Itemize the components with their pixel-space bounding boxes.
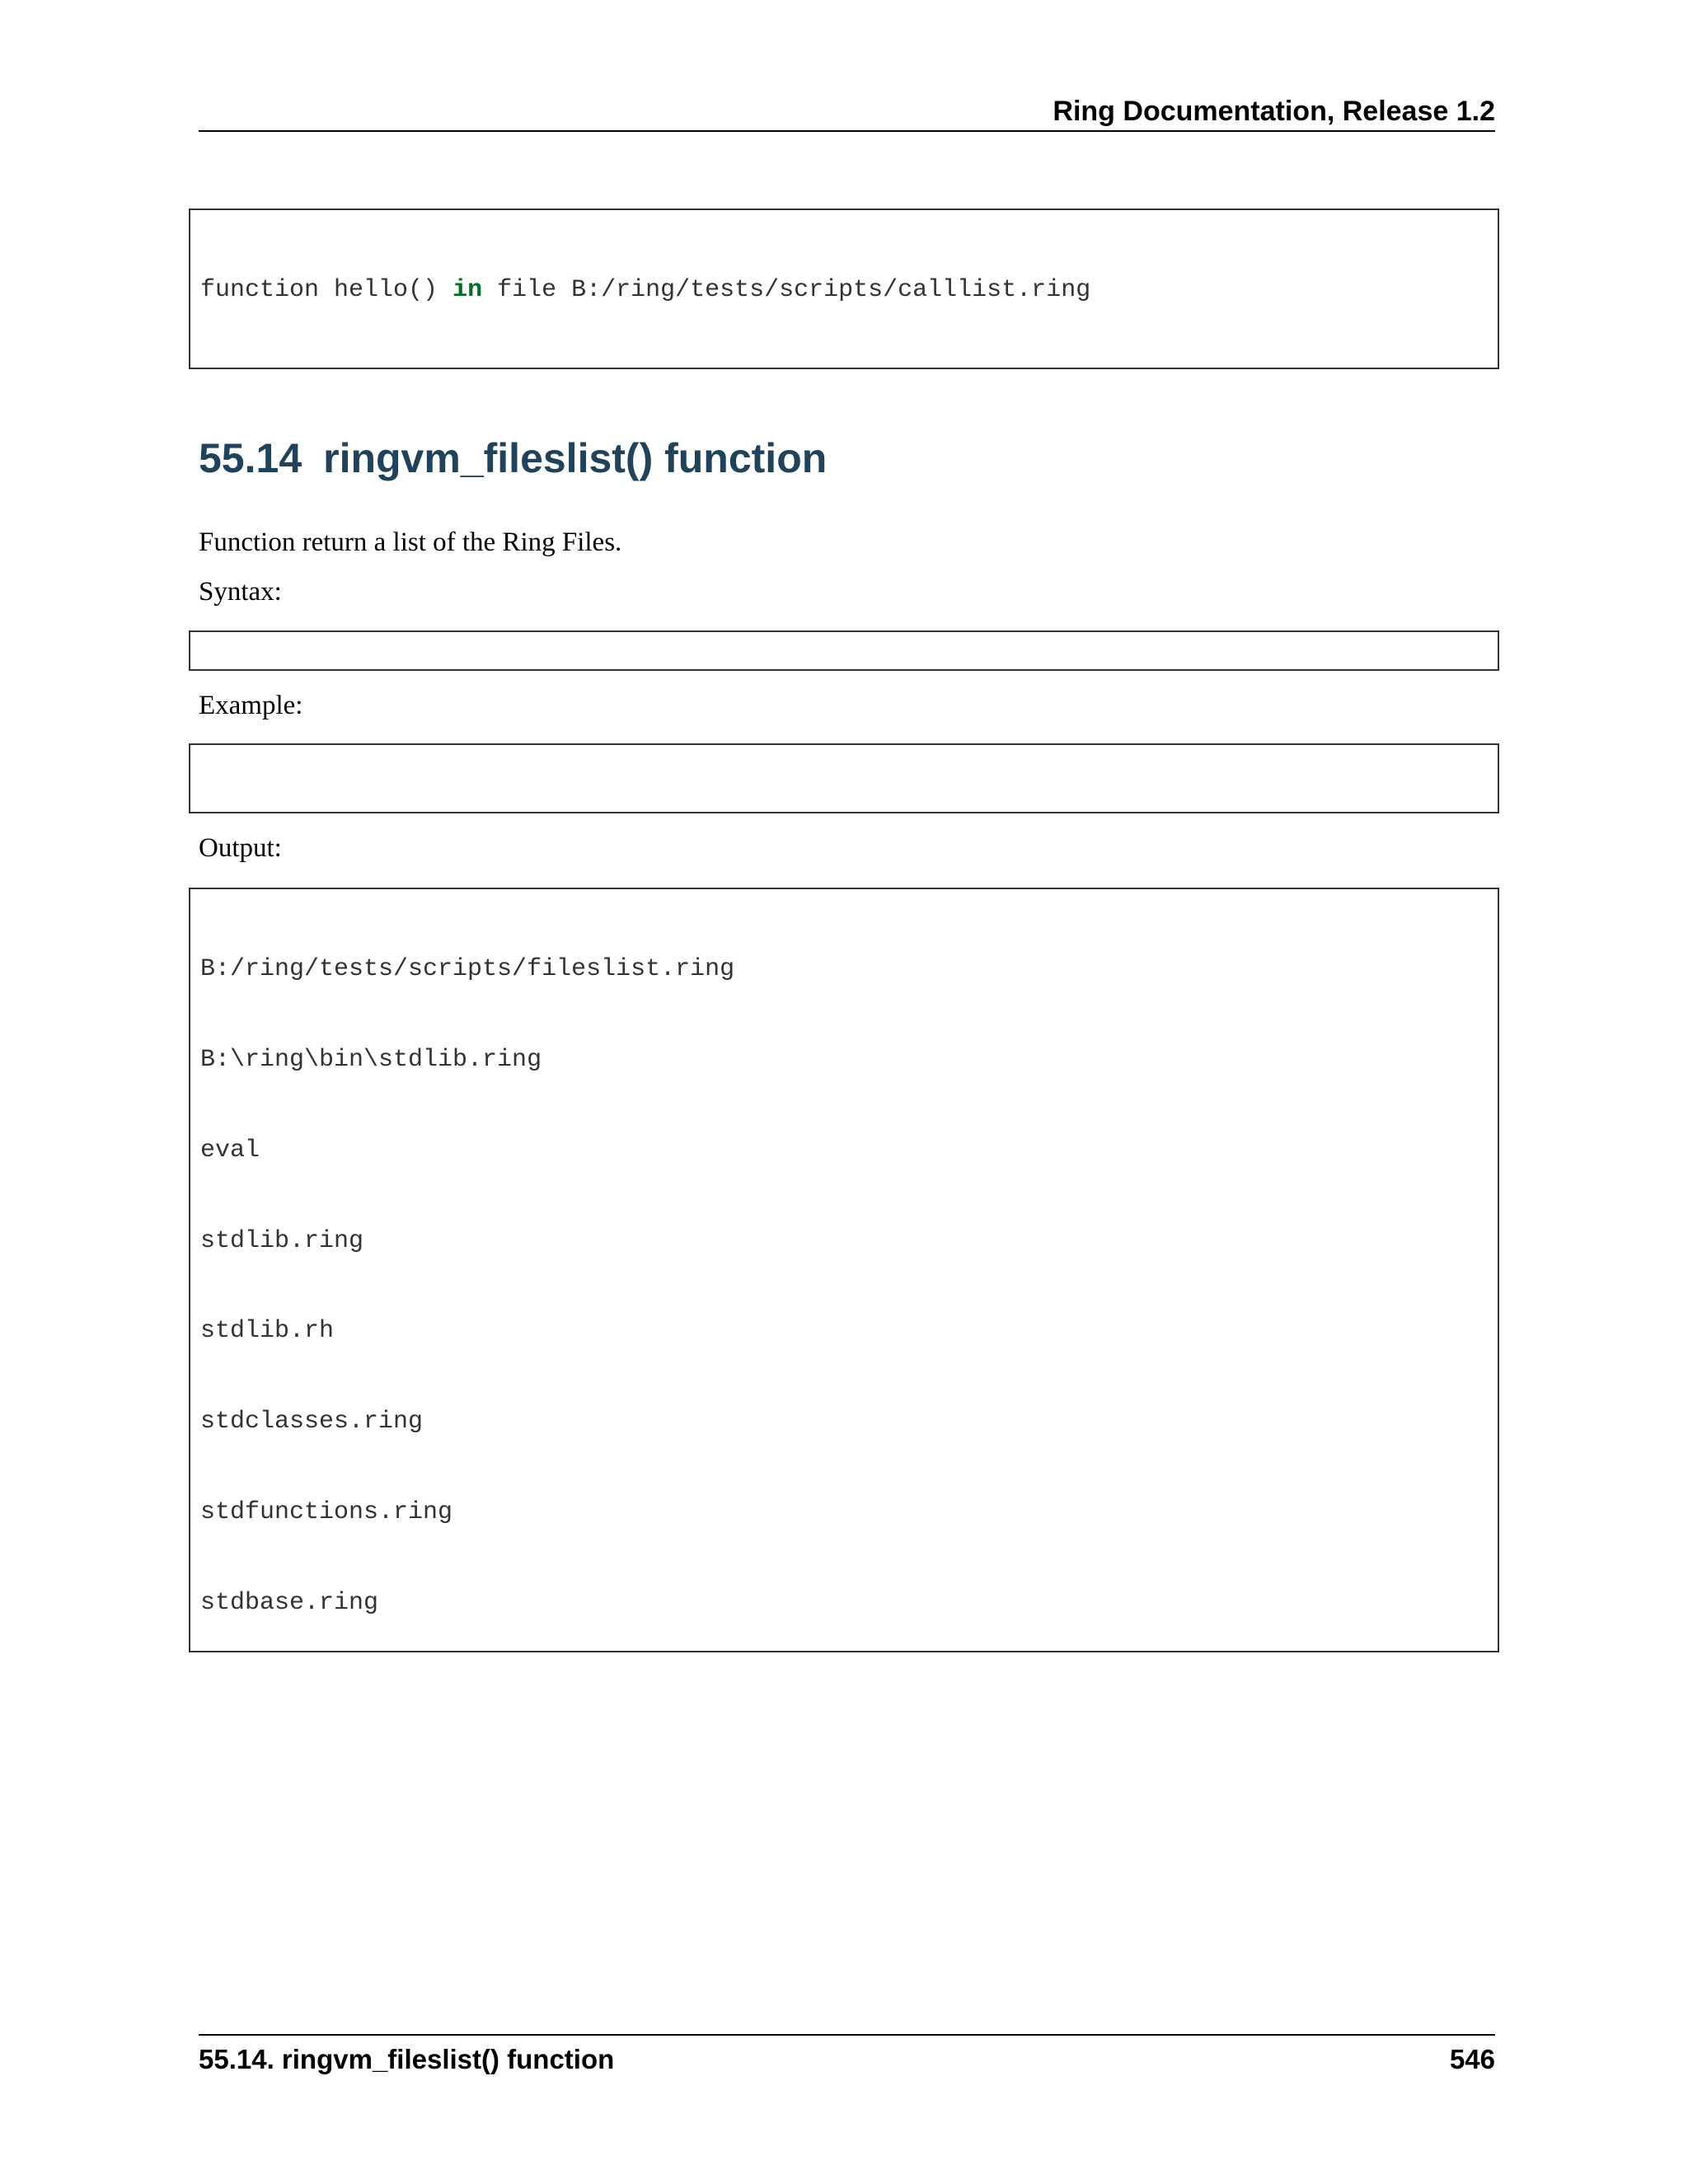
code-line [200, 810, 1489, 813]
code-keyword: in [452, 276, 483, 305]
code-text [200, 367, 304, 369]
code-number [452, 367, 467, 369]
syntax-label: Syntax: [199, 577, 282, 607]
output-line: stdbase.ring [200, 1588, 379, 1617]
output-line: stdfunctions.ring [200, 1497, 453, 1526]
output-line: B:/ring/tests/scripts/fileslist.ring [200, 955, 735, 984]
section-heading [199, 434, 827, 482]
code-text: function hello() [200, 276, 453, 305]
example-label: Example: [199, 691, 303, 720]
output-line: stdclasses.ring [200, 1408, 424, 1436]
example-code-block [189, 743, 1499, 813]
page-number: 546 [1449, 2044, 1495, 2074]
section-title: ringvm_fileslist() function [323, 435, 828, 481]
running-footer [199, 2034, 1495, 2075]
code-keyword [200, 811, 260, 813]
code-line [200, 275, 1489, 306]
output-line: stdlib.rh [200, 1317, 335, 1346]
code-keyword [304, 367, 363, 369]
code-line [200, 366, 1489, 369]
calllist-output-block [189, 209, 1499, 369]
section-number: 55.14 [199, 435, 302, 481]
code-text [363, 367, 452, 369]
syntax-code-block [189, 630, 1499, 671]
footer-section-title: 55.14. ringvm_fileslist() function [199, 2044, 615, 2074]
output-line: B:\ring\bin\stdlib.ring [200, 1045, 542, 1074]
output-label: Output: [199, 833, 282, 863]
output-line: stdlib.ring [200, 1226, 364, 1255]
fileslist-output-block [189, 888, 1499, 1652]
output-line: eval [200, 1136, 260, 1165]
code-text: file B:/ring/tests/scripts/calllist.ring [482, 276, 1091, 305]
description-text: Function return a list of the Ring Files. [199, 527, 622, 557]
running-header: Ring Documentation, Release 1.2 [199, 92, 1495, 132]
code-string [274, 811, 467, 813]
